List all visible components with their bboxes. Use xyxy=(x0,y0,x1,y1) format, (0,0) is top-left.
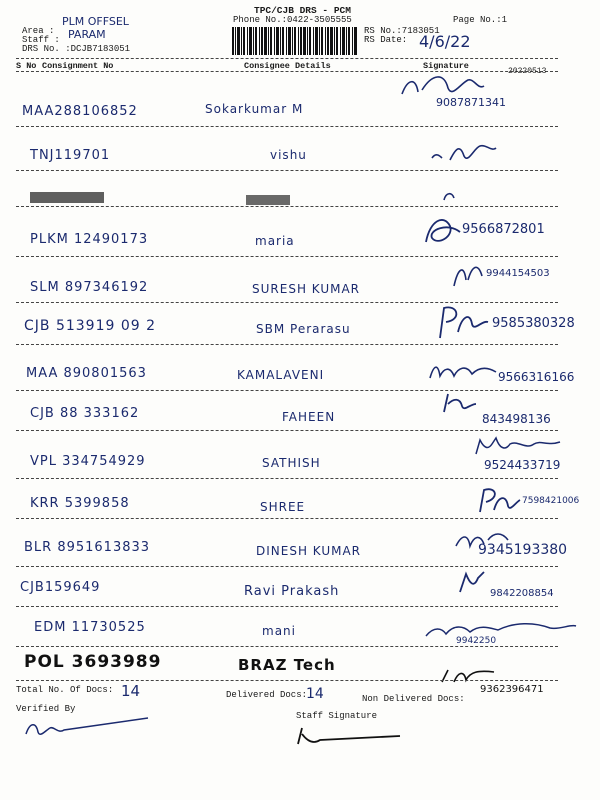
row-divider xyxy=(16,518,558,519)
consignee-name: DINESH KUMAR xyxy=(256,544,362,558)
receiver-phone: 9566316166 xyxy=(498,370,575,384)
row-divider xyxy=(16,478,558,479)
phone-number: Phone No.:0422-3505555 xyxy=(233,15,352,25)
consignment-number: PLKM 12490173 xyxy=(30,232,149,247)
consignment-number: KRR 5399858 xyxy=(30,496,130,511)
rs-number: RS No.:7183051 xyxy=(364,26,440,36)
receiver-signature xyxy=(428,358,500,384)
receiver-signature xyxy=(440,188,460,204)
total-docs-value: 14 xyxy=(121,682,141,700)
receiver-phone: 9585380328 xyxy=(492,316,575,331)
row-divider xyxy=(16,566,558,567)
receiver-phone: 9944154503 xyxy=(486,268,550,279)
area-handwritten: PLM OFFSEL xyxy=(62,15,129,28)
staff-signature xyxy=(294,724,404,748)
staff-handwritten: PARAM xyxy=(68,28,106,41)
receiver-phone: 9566872801 xyxy=(462,222,545,237)
receiver-phone: 843498136 xyxy=(482,412,551,426)
header-divider xyxy=(16,58,558,59)
rs-date-handwritten: 4/6/22 xyxy=(419,32,471,51)
consignment-number: BLR 8951613833 xyxy=(24,540,151,555)
receiver-signature xyxy=(440,390,484,416)
drs-number: DRS No. :DCJB7183051 xyxy=(22,44,131,54)
col-s-no: S No xyxy=(16,61,37,71)
receiver-phone: 9524433719 xyxy=(484,458,561,472)
consignee-name: vishu xyxy=(270,148,307,162)
delivered-docs-label: Delivered Docs: xyxy=(226,690,308,700)
consignment-number: CJB 88 333162 xyxy=(30,406,140,421)
receiver-signature xyxy=(434,302,494,342)
receiver-phone: 9087871341 xyxy=(436,96,506,109)
sheet-title: TPC/CJB DRS - PCM xyxy=(254,5,351,16)
redacted-consignment xyxy=(30,192,104,203)
consignee-name: SATHISH xyxy=(262,456,321,470)
receiver-phone: 9942250 xyxy=(456,636,497,646)
consignee-name: Sokarkumar M xyxy=(205,102,304,116)
receiver-signature xyxy=(440,664,500,686)
receiver-signature xyxy=(452,526,512,554)
col-consignee: Consignee Details xyxy=(244,61,331,71)
consignment-number: TNJ119701 xyxy=(30,148,111,163)
consignee-name: Ravi Prakash xyxy=(244,584,340,599)
row-divider xyxy=(16,646,558,647)
consignee-name: FAHEEN xyxy=(282,410,336,424)
receiver-signature xyxy=(430,138,500,166)
staff-signature-label: Staff Signature xyxy=(296,711,378,721)
consignment-number: EDM 11730525 xyxy=(34,620,146,635)
area-label: Area : xyxy=(22,26,55,36)
consignee-name: mani xyxy=(262,624,296,638)
consignee-name: BRAZ Tech xyxy=(238,656,336,674)
receiver-signature xyxy=(474,484,524,516)
consignment-number: POL 3693989 xyxy=(24,652,162,672)
consignment-number: CJB 513919 09 2 xyxy=(24,318,157,334)
non-delivered-docs-label: Non Delivered Docs: xyxy=(362,694,465,704)
row-divider xyxy=(16,126,558,127)
print-date-stamp: 20220513 xyxy=(508,67,547,76)
row-divider xyxy=(16,680,558,681)
consignment-number: SLM 897346192 xyxy=(30,280,149,295)
delivered-docs-value: 14 xyxy=(306,686,324,702)
receiver-signature xyxy=(450,258,490,292)
consignee-name: SHREE xyxy=(260,500,306,514)
total-docs-label: Total No. Of Docs: xyxy=(16,685,114,695)
receiver-signature xyxy=(474,436,566,458)
receiver-phone: 9842208854 xyxy=(490,588,554,599)
barcode xyxy=(232,27,358,55)
col-signature: Signature xyxy=(423,61,469,71)
rs-date-label: RS Date: xyxy=(364,35,408,45)
col-consignment: Consignment No xyxy=(42,61,114,71)
receiver-signature xyxy=(398,70,508,102)
verifier-signature xyxy=(20,716,150,740)
consignee-name: SBM Perarasu xyxy=(256,322,351,336)
row-divider xyxy=(16,170,558,171)
redacted-consignee xyxy=(246,195,290,205)
consignee-name: SURESH KUMAR xyxy=(252,282,361,296)
row-divider xyxy=(16,256,558,257)
row-divider xyxy=(16,206,558,207)
staff-label: Staff : xyxy=(22,35,60,45)
receiver-signature xyxy=(420,212,470,252)
verified-by-label: Verified By xyxy=(16,704,76,714)
receiver-phone: 9345193380 xyxy=(478,542,568,558)
consignee-name: maria xyxy=(255,234,295,248)
consignee-name: KAMALAVENI xyxy=(237,368,325,382)
receiver-signature xyxy=(456,570,492,596)
row-divider xyxy=(16,430,558,431)
page-number: Page No.:1 xyxy=(453,15,508,25)
consignment-number: MAA 890801563 xyxy=(26,366,147,381)
row-divider xyxy=(16,606,558,607)
consignment-number: VPL 334754929 xyxy=(30,454,146,469)
consignment-number: CJB159649 xyxy=(20,580,101,595)
consignment-number: MAA288106852 xyxy=(22,104,138,119)
receiver-phone: 9362396471 xyxy=(480,684,544,695)
receiver-phone: 7598421006 xyxy=(522,496,580,506)
receiver-signature xyxy=(424,618,580,640)
row-divider xyxy=(16,344,558,345)
